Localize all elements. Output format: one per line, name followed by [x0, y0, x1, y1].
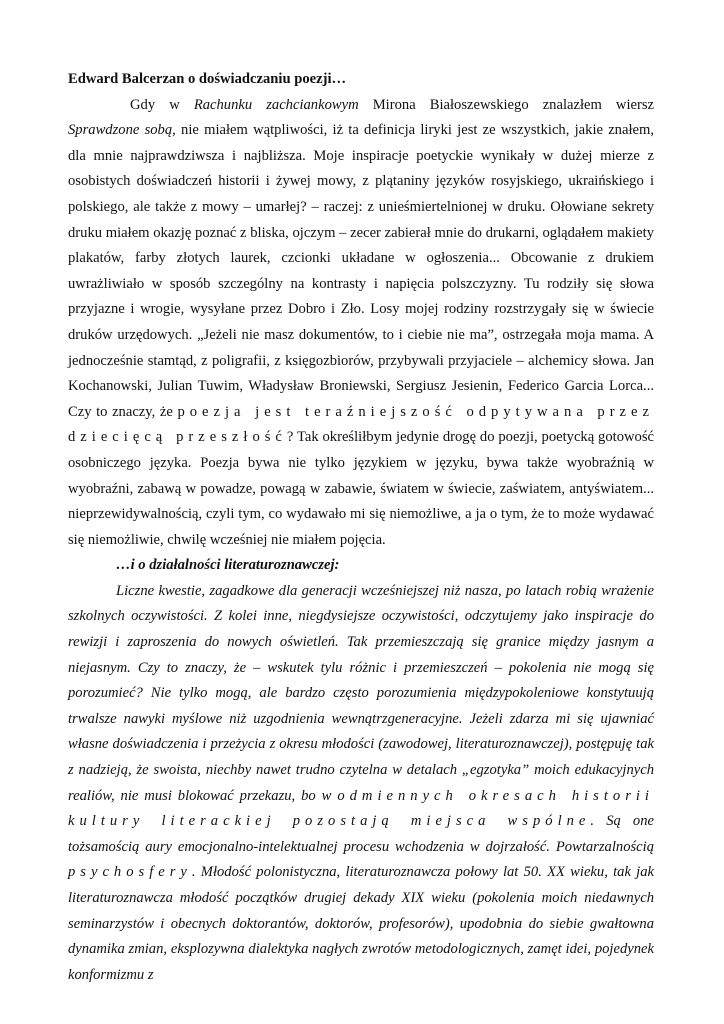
spaced-emphasis-1: odmiennych okresach historii kultury literackiej pozostają miejsca wspólne — [68, 787, 654, 830]
p2-text-1: Liczne kwestie, zagadkowe dla generacji wcześniejszej niż nasza, po latach robią wrażenie szkolnych oczywistości. Z kolei inne, niegdysiejsze oczywistości, odczytujemy jako inspiracje do rewizji i zaproszenia do nowych oświetleń. Tak przemieszczają się granice między jasnym a niejasnym. Czy to znaczy, że – wskutek tylu różnic i przemieszczeń – pokolenia nie mogą się porozumieć? Nie tylko mogą, ale bardzo często porozumienia międzypokoleniowe konstytuują trwalsze nawyki myślowe niż uzgodnienia wewnątrzgeneracyjne. Jeżeli zdarza mi się ujawniać własne doświadczenia i przeżycia z okresu młodości (zawodowej, literaturoznawczej), postępuję tak z nadzieją, że swoista, niechby nawet trudno czytelna w detalach „egzotyka” moich edukacyjnych realiów, nie musi blokować przekazu, bo w — [68, 582, 654, 804]
p2-text-3: . Młodość polonistyczna, literaturoznawcza połowy lat 50. XX wieku, tak jak literaturoznawcza młodość początków drugiej dekady XIX wieku (pokolenia moich niedawnych seminarzystów i obecnych doktorantów, doktorów, profesorów), upodobnia do siebie gwałtowna dynamika zmian, eksplozywna dialektyka nagłych zwrotów metodologicznych, zamęt idei, pojedynek konformizmu z — [68, 864, 654, 983]
spaced-emphasis: poezja jest teraźniejszość odpytywana przez dziecięcą przeszłość — [68, 403, 654, 446]
p1-text-1: Gdy w — [130, 96, 194, 113]
section-title: Edward Balcerzan o doświadczaniu poezji… — [68, 71, 347, 87]
p1-text-4: ? Tak określiłbym jedynie drogę do poezji, poetycką gotowość osobniczego języka. Poezja bywa nie tylko językiem w języku, bywa także wyobraźnią w wyobraźni, zabawą w powadze, powagą w zabawie, światem w świecie, zaświatem, antyświatem... nieprzewidywalnością, czyli tym, co wydawało mi się niemożliwe, a ja o tym, że to może wydawać się niemożliwie, chwilę wcześniej nie miałem pojęcia. — [68, 429, 654, 548]
p1-text-3: , nie miałem wątpliwości, iż ta definicja liryki jest ze wszystkich, jakie znałem, dla mnie najprawdziwsza i najbliższa. Moje inspiracje poetyckie wynikały w dużej mierze z osobistych doświadczeń historii i żywej mowy, z plątaniny języków rosyjskiego, ukraińskiego i polskiego, ale także z mowy – umarłej? – raczej: z unieśmiertelnionej w druku. Ołowiane sekrety druku miałem okazję poznać z bliska, ojczym – zecer zabierał mnie do drukarni, oglądałem makiety plakatów, farby złotych laurek, czcionki układane w ogłoszenia... Obcowanie z drukiem uwrażliwiało w sposób szczególny na kontrasty i napięcia polszczyzny. Tu rodziły się słowa przyjazne i wrogie, wysyłane przez Dobro i Zło. Losy mojej rodziny rozstrzygały się w świecie druków urzędowych. „Jeżeli nie masz dokumentów, to i ciebie nie ma”, ostrzegała moja mama. A jednocześnie stamtąd, z poligrafii, z księgozbiorów, przybywali przyjaciele – alchemicy słowa. Jan Kochanowski, Julian Tuwim, Władysław Broniewski, Sergiusz Jesienin, Federico Garcia Lorca... Czy to znaczy, że — [68, 122, 654, 420]
document-body — [68, 67, 654, 988]
book-title-italic: Rachunku zachciankowym — [193, 96, 359, 113]
p1-text-2: Mirona Białoszewskiego znalazłem wiersz — [358, 96, 654, 113]
paragraph-literary-studies — [68, 579, 654, 989]
p2-text-2: . Są one tożsamością aury emocjonalno-intelektualnej procesu wchodzenia w dojrzałość. Powtarzalnością — [68, 813, 654, 855]
spaced-emphasis-2: psychosfery — [68, 864, 192, 881]
section-subtitle: …i o działalności literaturoznawczej: — [116, 557, 340, 574]
paragraph-poetry — [68, 93, 654, 554]
poem-title-italic: Sprawdzone sobą — [68, 122, 173, 139]
